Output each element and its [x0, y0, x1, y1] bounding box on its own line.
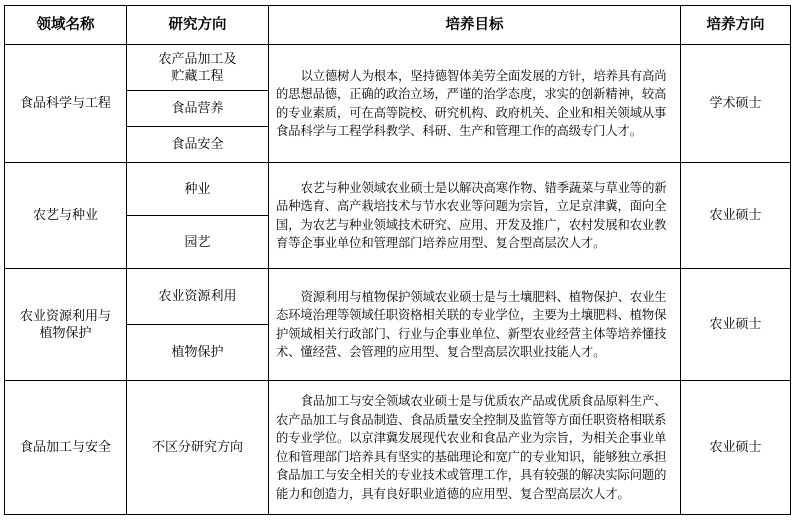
- research-direction: 园艺: [127, 216, 269, 269]
- training-goal: 资源利用与植物保护领域农业硕士是与土壤肥料、植物保护、农业生态环境治理等领域任职资格相关联的专业学位，主要为土壤肥料、植物保护领域相关行政部门、行业与企事业单位、新型农业经营主体等培养懂技术、懂经营、会管理的应用型、复合型高层次职业技能人才。: [269, 269, 681, 381]
- table-row: [5, 269, 791, 325]
- research-direction: 种业: [127, 163, 269, 216]
- header-row: [5, 6, 791, 45]
- table-row: [5, 45, 791, 91]
- training-type: 学术硕士: [681, 45, 791, 163]
- direction-label: 农产品加工及贮藏工程: [158, 51, 237, 84]
- training-type: 农业硕士: [681, 381, 791, 515]
- program-table: [4, 5, 791, 515]
- research-direction: 食品安全: [127, 127, 269, 163]
- header-training-goal: 培养目标: [269, 6, 681, 45]
- field-name-food-processing: 食品加工与安全: [5, 381, 127, 515]
- header-field-name: 领域名称: [5, 6, 127, 45]
- research-direction: 食品营养: [127, 91, 269, 127]
- header-training-type: 培养方向: [681, 6, 791, 45]
- header-research-direction: 研究方向: [127, 6, 269, 45]
- field-name-resources: [5, 269, 127, 381]
- research-direction: 农业资源利用: [127, 269, 269, 325]
- training-goal: 以立德树人为根本，坚持德智体美劳全面发展的方针，培养具有高尚的思想品德，正确的政治立场，严谨的治学态度，求实的创新精神，较高的专业素质，可在高等院校、研究机构、政府机关、企业和相关领域从事食品科学与工程学科教学、科研、生产和管理工作的高级专门人才。: [269, 45, 681, 163]
- training-type: 农业硕士: [681, 269, 791, 381]
- field-name-food-science: 食品科学与工程: [5, 45, 127, 163]
- field-label: 农业资源利用与植物保护: [19, 308, 111, 341]
- research-direction: 植物保护: [127, 325, 269, 381]
- research-direction: [127, 45, 269, 91]
- table-row: [5, 381, 791, 515]
- training-type: 农业硕士: [681, 163, 791, 269]
- training-goal: 食品加工与安全领域农业硕士是与优质农产品或优质食品原料生产、农产品加工与食品制造、食品质量安全控制及监管等方面任职资格相联系的专业学位。以京津冀发展现代农业和食品产业为宗旨，为相关企事业单位和管理部门培养具有坚实的基础理论和宽广的专业知识，能够独立承担食品加工与安全相关的专业技术或管理工作，具有较强的解决实际问题的能力和创造力，具有良好职业道德的应用型、复合型高层次人才。: [269, 381, 681, 515]
- field-name-agronomy: 农艺与种业: [5, 163, 127, 269]
- training-goal: 农艺与种业领域农业硕士是以解决高寒作物、错季蔬菜与草业等的新品种选育、高产栽培技术与节水农业等问题为宗旨，立足京津冀，面向全国，为农艺与种业领域技术研究、应用、开发及推广，农村发展和农业教育等企事业单位和管理部门培养应用型、复合型高层次人才。: [269, 163, 681, 269]
- research-direction: 不区分研究方向: [127, 381, 269, 515]
- table-row: [5, 163, 791, 216]
